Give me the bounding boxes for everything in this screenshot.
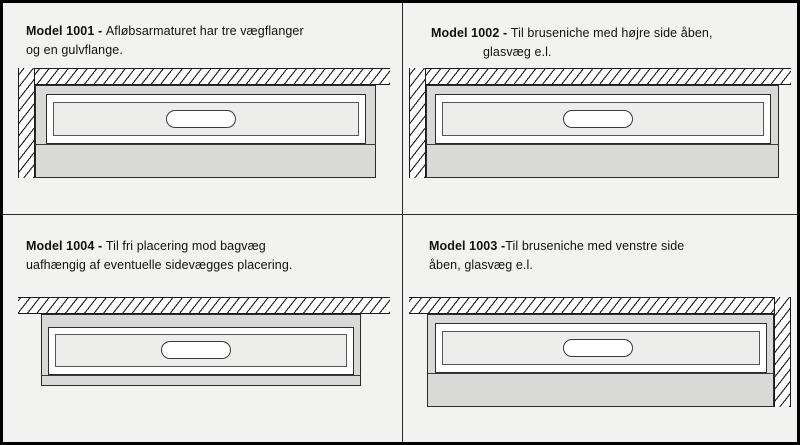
model-description-1001-line1: Afløbsarmaturet har tre vægflanger bbox=[105, 24, 304, 38]
drain-slot-1004 bbox=[161, 341, 231, 359]
model-label-1004: Model 1004 - bbox=[26, 239, 106, 253]
model-label-1001: Model 1001 - bbox=[26, 24, 106, 38]
floor-edge-line-1001 bbox=[35, 144, 376, 145]
model-description-1003-line1: Til bruseniche med venstre side bbox=[505, 239, 685, 253]
model-description-1002-line2: glasvæg e.l. bbox=[483, 45, 552, 59]
model-label-1003: Model 1003 - bbox=[429, 239, 506, 253]
panel-top-left bbox=[6, 6, 402, 214]
model-description-1002-line1: Til bruseniche med højre side åben, bbox=[510, 26, 713, 40]
floor-flange-1001 bbox=[35, 144, 376, 178]
wall-hatch-right-1003 bbox=[774, 297, 791, 407]
model-description-1003-line2: åben, glasvæg e.l. bbox=[429, 258, 533, 272]
wall-hatch-left-1002 bbox=[409, 68, 426, 178]
panel-bottom-right bbox=[403, 215, 797, 445]
floor-area-1003 bbox=[427, 373, 774, 407]
model-description-1004-line2: uafhængig af eventuelle sidevægges placering. bbox=[26, 258, 293, 272]
drain-slot-1001 bbox=[166, 110, 236, 128]
model-description-1001-line2: og en gulvflange. bbox=[26, 43, 123, 57]
floor-edge-line-1002 bbox=[426, 144, 779, 145]
wall-hatch-top-1002 bbox=[409, 68, 791, 85]
floor-edge-line-1004 bbox=[41, 375, 361, 376]
panel-top-right bbox=[403, 6, 797, 214]
panel-bottom-left bbox=[6, 215, 402, 445]
wall-hatch-top-1001 bbox=[18, 68, 390, 85]
drawing-model-1004 bbox=[6, 215, 402, 445]
drain-slot-1003 bbox=[563, 339, 633, 357]
model-description-1004-line1: Til fri placering mod bagvæg bbox=[105, 239, 266, 253]
wall-hatch-top-1003 bbox=[409, 297, 791, 314]
floor-area-1002 bbox=[426, 144, 779, 178]
wall-hatch-top-1004 bbox=[18, 297, 390, 314]
drain-slot-1002 bbox=[563, 110, 633, 128]
drawing-model-1001 bbox=[6, 6, 402, 214]
floor-edge-line-1003 bbox=[427, 373, 774, 374]
model-label-1002: Model 1002 - bbox=[431, 26, 511, 40]
wall-hatch-left-1001 bbox=[18, 68, 35, 178]
drawing-model-1002 bbox=[403, 6, 797, 214]
drawing-model-1003 bbox=[403, 215, 797, 445]
